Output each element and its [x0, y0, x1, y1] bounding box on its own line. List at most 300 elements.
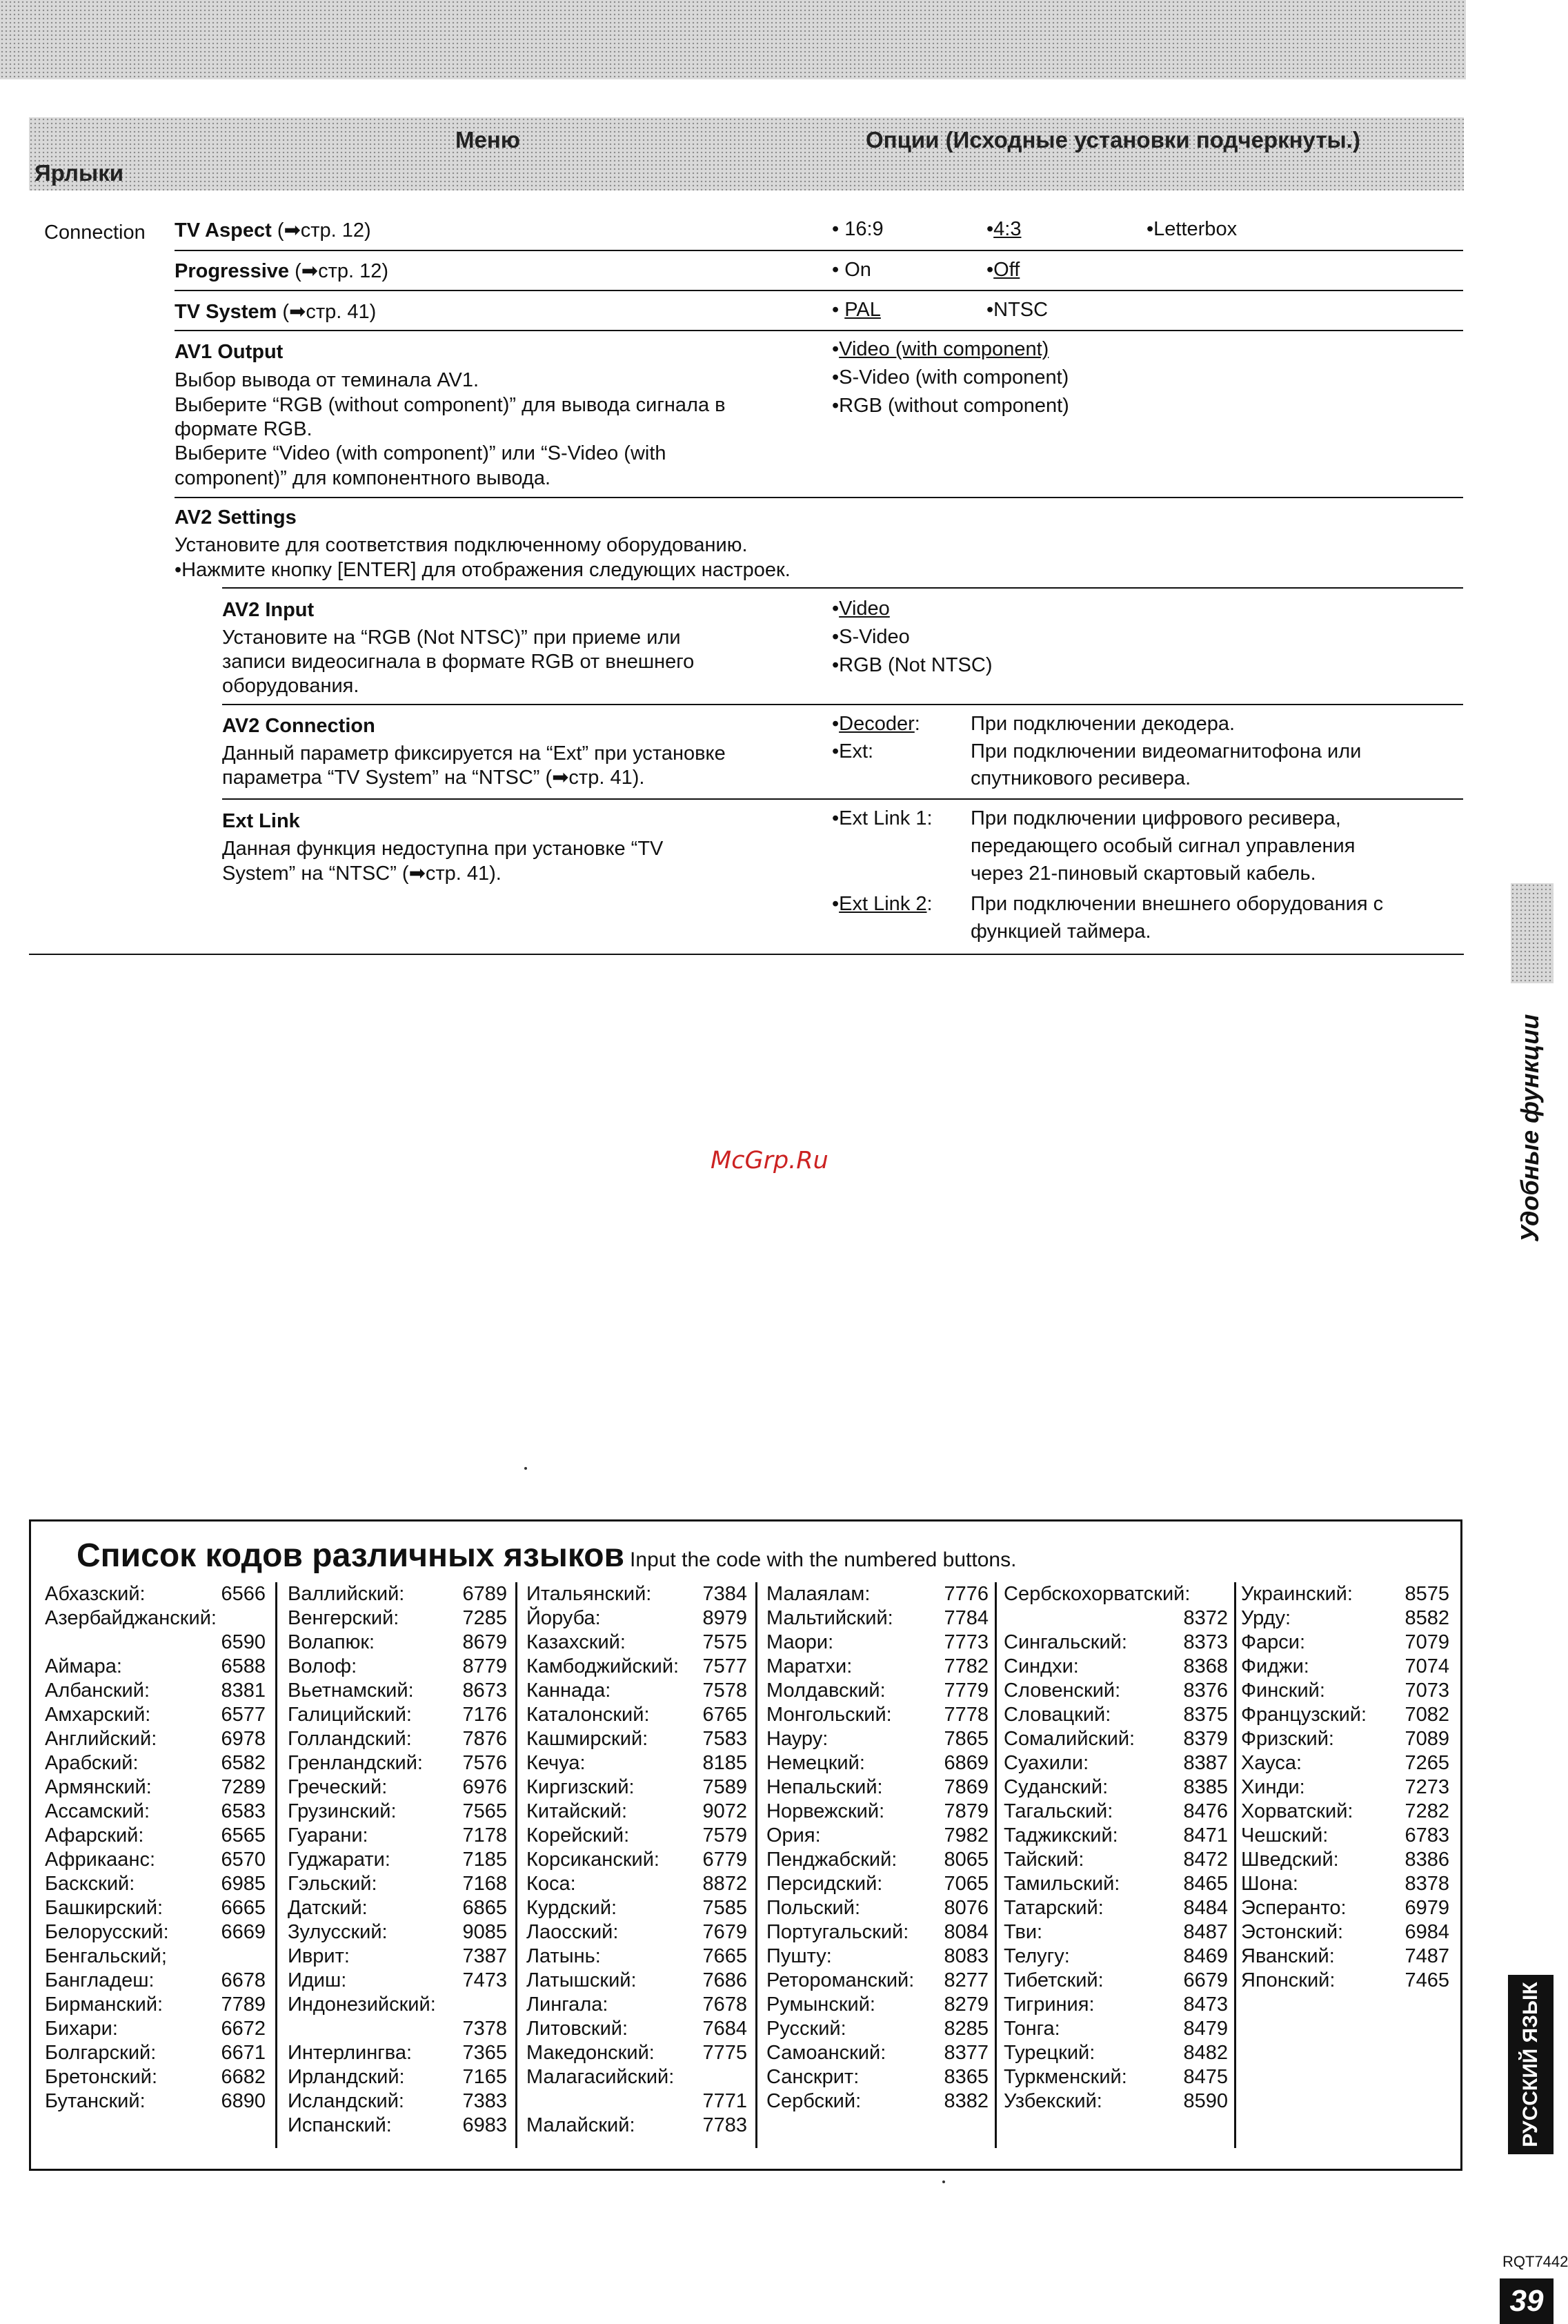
language-code: 8376	[1183, 1680, 1228, 1702]
language-entry	[1004, 1848, 1228, 1872]
language-entry	[288, 1993, 507, 2017]
language-name: Монгольский:	[766, 1704, 892, 1726]
language-code: 7265	[1405, 1752, 1449, 1774]
language-name: Афарский:	[45, 1824, 144, 1847]
tv-aspect-name: TV Aspect	[175, 219, 272, 242]
language-name: Тагальский:	[1004, 1800, 1113, 1822]
language-name: Бирманский:	[45, 1993, 163, 2016]
language-entry	[288, 1969, 507, 1993]
language-code: 8083	[944, 1945, 989, 1967]
language-name: Камбоджийский:	[526, 1655, 679, 1677]
language-code: 7684	[702, 2018, 747, 2040]
language-code: 7784	[944, 1607, 989, 1629]
page-number: 39	[1500, 2278, 1554, 2324]
progressive-ref: (➡стр. 12)	[295, 260, 389, 282]
table-bottom-rule	[29, 954, 1464, 955]
language-entry	[526, 1727, 747, 1751]
progressive-name: Progressive	[175, 260, 290, 282]
language-name: Фиджи:	[1241, 1655, 1309, 1677]
language-code: 8779	[462, 1655, 507, 1677]
language-entry	[1241, 1944, 1449, 1969]
language-code: 7079	[1405, 1631, 1449, 1653]
language-name: Ассамский:	[45, 1800, 150, 1822]
language-name: Интерлингва:	[288, 2042, 413, 2064]
language-name: Суданский:	[1004, 1776, 1109, 1798]
column-divider	[1234, 1582, 1236, 2148]
language-name: Румынский:	[766, 1993, 875, 2016]
language-entry	[288, 1679, 507, 1703]
language-name: Гренландский:	[288, 1752, 423, 1774]
language-entry	[766, 1944, 989, 1969]
language-name: Лингала:	[526, 1993, 608, 2016]
progressive-row	[175, 259, 388, 284]
language-code: 9085	[462, 1921, 507, 1943]
language-entry	[1004, 2089, 1228, 2114]
av2-settings-desc: Установите для соответствия подключенному оборудованию.	[175, 534, 748, 556]
language-entry	[45, 1993, 266, 2017]
av1-output-opt-rgb: •RGB (without component)	[832, 395, 1069, 417]
divider	[222, 704, 1463, 705]
language-entry	[288, 2065, 507, 2089]
av1-output-desc-line: формате RGB.	[175, 418, 312, 440]
language-code: 7168	[462, 1873, 507, 1895]
language-name: Санскрит:	[766, 2066, 860, 2088]
language-name: Кашмирский:	[526, 1728, 648, 1750]
language-name: Сингальский:	[1004, 1631, 1127, 1653]
language-entry	[766, 1631, 989, 1655]
language-code: 6678	[221, 1969, 266, 1991]
progressive-opt-off: •Off	[986, 259, 1020, 281]
av2-connection-desc-line: Данный параметр фиксируется на “Ext” при установке	[222, 742, 726, 765]
language-entry	[766, 2041, 989, 2065]
language-entry	[1004, 2041, 1228, 2065]
language-name: Португальский:	[766, 1921, 909, 1943]
language-name: Эстонский:	[1241, 1921, 1344, 1943]
language-entry	[766, 1824, 989, 1848]
language-name: Голландский:	[288, 1728, 412, 1750]
language-entry	[526, 1655, 747, 1679]
language-name: Чешский:	[1241, 1824, 1329, 1847]
language-code: 6672	[221, 2018, 266, 2040]
language-name: Непальский:	[766, 1776, 883, 1798]
language-name: Тамильский:	[1004, 1873, 1120, 1895]
language-entry	[1241, 1775, 1449, 1800]
language-column	[1004, 1582, 1228, 2114]
language-name: Хауса:	[1241, 1752, 1302, 1774]
language-name: Латынь:	[526, 1945, 601, 1967]
language-name: Бангладеш:	[45, 1969, 155, 1991]
language-code: 6665	[221, 1897, 266, 1919]
av2-settings-note: •Нажмите кнопку [ENTER] для отображения следующих настроек.	[175, 559, 791, 581]
language-name: Хинди:	[1241, 1776, 1305, 1798]
language-entry	[526, 1606, 747, 1631]
side-gray-tab	[1511, 883, 1554, 983]
language-code: 8590	[1183, 2090, 1228, 2112]
language-entry	[1004, 1872, 1228, 1896]
language-entry	[526, 2041, 747, 2065]
av2-input-name: AV2 Input	[222, 599, 315, 621]
language-entry	[45, 1872, 266, 1896]
language-name: Французский:	[1241, 1704, 1367, 1726]
language-code: 7869	[944, 1776, 989, 1798]
language-code: 7876	[462, 1728, 507, 1750]
language-entry	[526, 1631, 747, 1655]
language-entry	[526, 2089, 747, 2114]
language-entry	[288, 1920, 507, 1944]
language-code: 7185	[462, 1849, 507, 1871]
language-name: Малайский:	[526, 2114, 635, 2136]
language-name: Арабский:	[45, 1752, 139, 1774]
language-code: 8084	[944, 1921, 989, 1943]
language-code: 8476	[1183, 1800, 1228, 1822]
language-code: 7679	[702, 1921, 747, 1943]
language-code: 8373	[1183, 1631, 1228, 1653]
language-entry	[1004, 1969, 1228, 1993]
divider	[175, 290, 1463, 291]
language-name: Татарский:	[1004, 1897, 1104, 1919]
language-name: Телугу:	[1004, 1945, 1070, 1967]
divider	[175, 330, 1463, 331]
language-code: 8381	[221, 1680, 266, 1702]
language-code: 6984	[1405, 1921, 1449, 1943]
language-name: Таджикский:	[1004, 1824, 1118, 1847]
language-code: 8472	[1183, 1849, 1228, 1871]
language-entry	[1241, 1679, 1449, 1703]
language-entry	[1004, 1606, 1228, 1631]
language-code: 7665	[702, 1945, 747, 1967]
language-name: Немецкий:	[766, 1752, 865, 1774]
language-code: 8679	[462, 1631, 507, 1653]
language-name: Малаялам:	[766, 1583, 871, 1605]
ext-link-name: Ext Link	[222, 810, 300, 832]
language-name: Казахский:	[526, 1631, 626, 1653]
av1-output-desc-line: Выбор вывода от теминала AV1.	[175, 369, 479, 391]
av2-connection-opt-ext: •Ext:	[832, 740, 874, 762]
language-code: 7865	[944, 1728, 989, 1750]
ext-link-desc-line: Данная функция недоступна при установке “TV	[222, 838, 664, 860]
language-entry	[45, 1582, 266, 1606]
language-entry	[526, 1679, 747, 1703]
column-divider	[995, 1582, 997, 2148]
language-entry	[1241, 1920, 1449, 1944]
language-code: 6682	[221, 2066, 266, 2088]
language-name: Финский:	[1241, 1680, 1325, 1702]
language-code: 7779	[944, 1680, 989, 1702]
language-entry	[45, 2089, 266, 2114]
language-name: Башкирский:	[45, 1897, 163, 1919]
language-code-list	[29, 1519, 1462, 2171]
language-name: Фризский:	[1241, 1728, 1334, 1750]
language-entry	[526, 1582, 747, 1606]
language-entry	[766, 1606, 989, 1631]
language-entry	[766, 1872, 989, 1896]
language-entry	[45, 1824, 266, 1848]
av2-input-opt-video: •Video	[832, 598, 890, 620]
language-code: 6779	[702, 1849, 747, 1871]
av2-input-opt-rgb: •RGB (Not NTSC)	[832, 654, 993, 676]
language-name: Грузинский:	[288, 1800, 397, 1822]
language-entry	[766, 2065, 989, 2089]
divider	[175, 497, 1463, 498]
language-entry	[288, 1944, 507, 1969]
language-name: Турецкий:	[1004, 2042, 1095, 2064]
language-code: 7775	[702, 2042, 747, 2064]
language-name: Узбекский:	[1004, 2090, 1102, 2112]
language-name: Синдхи:	[1004, 1655, 1079, 1677]
language-code: 8387	[1183, 1752, 1228, 1774]
language-code: 6869	[944, 1752, 989, 1774]
language-code: 6588	[221, 1655, 266, 1677]
language-name: Вьетнамский:	[288, 1680, 414, 1702]
language-entry	[288, 1848, 507, 1872]
language-name: Аймара:	[45, 1655, 122, 1677]
language-entry	[1004, 1703, 1228, 1727]
language-code: 7583	[702, 1728, 747, 1750]
language-entry	[1004, 1631, 1228, 1655]
language-name: Японский:	[1241, 1969, 1336, 1991]
language-entry	[1004, 1944, 1228, 1969]
language-code: 7082	[1405, 1704, 1449, 1726]
language-code: 6582	[221, 1752, 266, 1774]
language-code: 6570	[221, 1849, 266, 1871]
language-name: Йоруба:	[526, 1607, 601, 1629]
tv-aspect-opt-16-9: • 16:9	[832, 218, 884, 240]
language-entry	[1004, 1800, 1228, 1824]
side-section-tab: Удобные функции	[1516, 1014, 1544, 1243]
language-code: 6783	[1405, 1824, 1449, 1847]
language-entry	[766, 1969, 989, 1993]
language-list-heading: Список кодов различных языков	[77, 1537, 625, 1574]
language-entry	[45, 1944, 266, 1969]
language-entry	[1004, 1824, 1228, 1848]
ext-link-2-desc: функцией таймера.	[971, 920, 1151, 943]
language-code: 7686	[702, 1969, 747, 1991]
language-code: 7089	[1405, 1728, 1449, 1750]
language-name: Словацкий:	[1004, 1704, 1111, 1726]
av1-output-desc-line: Выберите “RGB (without component)” для вывода сигнала в	[175, 394, 726, 416]
column-divider	[275, 1582, 277, 2148]
language-code: 7782	[944, 1655, 989, 1677]
language-code: 8385	[1183, 1776, 1228, 1798]
tv-aspect-opt-letterbox: •Letterbox	[1147, 218, 1238, 240]
language-name: Науру:	[766, 1728, 828, 1750]
ext-link-1-desc: При подключении цифрового ресивера,	[971, 807, 1341, 829]
language-code: 8469	[1183, 1945, 1228, 1967]
language-entry	[1004, 1582, 1228, 1606]
language-code: 7176	[462, 1704, 507, 1726]
language-code: 6976	[462, 1776, 507, 1798]
language-code: 7589	[702, 1776, 747, 1798]
language-code: 6577	[221, 1704, 266, 1726]
ext-link-1-desc: через 21-пиновый скартовый кабель.	[971, 863, 1316, 885]
language-entry	[1004, 1775, 1228, 1800]
av2-connection-decoder-desc: При подключении декодера.	[971, 713, 1235, 735]
language-entry	[288, 1824, 507, 1848]
language-code: 8185	[702, 1752, 747, 1774]
language-code: 7565	[462, 1800, 507, 1822]
language-name: Курдский:	[526, 1897, 617, 1919]
language-code: 7578	[702, 1680, 747, 1702]
language-code: 8479	[1183, 2018, 1228, 2040]
language-entry	[45, 1679, 266, 1703]
language-name: Каннада:	[526, 1680, 611, 1702]
language-code: 7178	[462, 1824, 507, 1847]
column-divider	[515, 1582, 517, 2148]
language-column	[45, 1582, 266, 2114]
language-code: 8065	[944, 1849, 989, 1871]
watermark: McGrp.Ru	[711, 1147, 828, 1174]
language-entry	[288, 1775, 507, 1800]
language-name: Венгерский:	[288, 1607, 399, 1629]
language-name: Пушту:	[766, 1945, 832, 1967]
language-entry	[766, 2017, 989, 2041]
divider	[175, 250, 1463, 251]
language-entry	[766, 1775, 989, 1800]
language-code: 8386	[1405, 1849, 1449, 1871]
ext-link-1-desc: передающего особый сигнал управления	[971, 835, 1356, 857]
language-name: Мальтийский:	[766, 1607, 893, 1629]
language-code: 8475	[1183, 2066, 1228, 2088]
language-name: Киргизский:	[526, 1776, 635, 1798]
language-entry	[526, 2114, 747, 2138]
language-entry	[45, 2065, 266, 2089]
tv-system-row	[175, 299, 376, 325]
language-code: 7065	[944, 1873, 989, 1895]
language-entry	[288, 1896, 507, 1920]
tv-aspect-ref: (➡стр. 12)	[277, 219, 371, 242]
language-entry	[766, 2089, 989, 2114]
language-name: Шведский:	[1241, 1849, 1339, 1871]
language-name: Малагасийский:	[526, 2066, 675, 2088]
table-header	[29, 117, 1464, 190]
language-entry	[1004, 1920, 1228, 1944]
language-entry	[1241, 1631, 1449, 1655]
language-entry	[288, 1800, 507, 1824]
language-entry	[1004, 1896, 1228, 1920]
language-entry	[1004, 1679, 1228, 1703]
language-name: Греческий:	[288, 1776, 388, 1798]
language-entry	[45, 1800, 266, 1824]
language-name: Волапюк:	[288, 1631, 375, 1653]
av2-connection-opt-decoder: •Decoder:	[832, 713, 920, 735]
language-name: Английский:	[45, 1728, 157, 1750]
language-code: 8279	[944, 1993, 989, 2016]
language-name: Бихари:	[45, 2018, 118, 2040]
language-entry	[288, 2114, 507, 2138]
av2-connection-desc-line: параметра “TV System” на “NTSC” (➡стр. 41).	[222, 767, 645, 789]
ext-link-2-desc: При подключении внешнего оборудования с	[971, 893, 1384, 915]
language-name: Русский:	[766, 2018, 846, 2040]
language-code: 6979	[1405, 1897, 1449, 1919]
av2-input-desc-line: оборудования.	[222, 675, 359, 697]
language-name: Китайский:	[526, 1800, 628, 1822]
language-code: 7473	[462, 1969, 507, 1991]
language-code: 7273	[1405, 1776, 1449, 1798]
language-code: 7982	[944, 1824, 989, 1847]
language-code: 8484	[1183, 1897, 1228, 1919]
language-entry	[45, 1775, 266, 1800]
column-divider	[755, 1582, 757, 2148]
language-entry	[526, 1993, 747, 2017]
print-mark	[942, 2180, 945, 2183]
tv-system-ref: (➡стр. 41)	[282, 301, 377, 323]
language-entry	[1004, 1727, 1228, 1751]
language-entry	[766, 1920, 989, 1944]
language-name: Абхазский:	[45, 1583, 146, 1605]
language-entry	[766, 1993, 989, 2017]
language-code: 6671	[221, 2042, 266, 2064]
language-entry	[526, 1872, 747, 1896]
language-name: Индонезийский:	[288, 1993, 436, 2016]
language-column	[526, 1582, 747, 2138]
language-column	[288, 1582, 507, 2138]
language-entry	[1004, 1655, 1228, 1679]
language-code: 6978	[221, 1728, 266, 1750]
language-entry	[766, 1703, 989, 1727]
menu-column-header: Меню	[455, 127, 520, 152]
language-column	[766, 1582, 989, 2114]
language-entry	[45, 1751, 266, 1775]
language-code: 8378	[1405, 1873, 1449, 1895]
language-name: Болгарский:	[45, 2042, 157, 2064]
language-code: 8979	[702, 1607, 747, 1629]
language-code: 8582	[1405, 1607, 1449, 1629]
language-entry	[766, 1582, 989, 1606]
language-entry	[526, 2017, 747, 2041]
language-name: Молдавский:	[766, 1680, 886, 1702]
language-entry	[1241, 1727, 1449, 1751]
av2-input-desc-line: записи видеосигнала в формате RGB от внешнего	[222, 651, 695, 673]
language-entry	[526, 1824, 747, 1848]
language-code: 7771	[702, 2090, 747, 2112]
language-name: Маори:	[766, 1631, 834, 1653]
language-code: 9072	[702, 1800, 747, 1822]
language-entry	[45, 1606, 266, 1631]
language-entry	[766, 1896, 989, 1920]
language-name: Сербский:	[766, 2090, 862, 2112]
language-name: Шона:	[1241, 1873, 1298, 1895]
language-code: 6789	[462, 1583, 507, 1605]
labels-column-header: Ярлыки	[34, 160, 124, 186]
av2-connection-name: AV2 Connection	[222, 715, 375, 737]
language-name: Суахили:	[1004, 1752, 1089, 1774]
language-name: Баскский:	[45, 1873, 135, 1895]
ext-link-opt-2: •Ext Link 2:	[832, 893, 933, 915]
language-name: Тайский:	[1004, 1849, 1084, 1871]
av1-output-opt-video: •Video (with component)	[832, 338, 1049, 360]
language-name: Бутанский:	[45, 2090, 146, 2112]
language-name: Македонский:	[526, 2042, 655, 2064]
tv-system-name: TV System	[175, 301, 277, 323]
divider	[222, 587, 1463, 589]
document-code: RQT7442	[1502, 2253, 1568, 2270]
language-entry	[526, 1751, 747, 1775]
language-entry	[526, 2065, 747, 2089]
language-name: Яванский:	[1241, 1945, 1335, 1967]
language-code: 8368	[1183, 1655, 1228, 1677]
language-name: Африкаанс:	[45, 1849, 156, 1871]
language-code: 8285	[944, 2018, 989, 2040]
av2-connection-ext-desc: При подключении видеомагнитофона или	[971, 740, 1362, 762]
language-entry	[766, 1800, 989, 1824]
language-name: Тонга:	[1004, 2018, 1060, 2040]
language-code: 7789	[221, 1993, 266, 2016]
progressive-opt-on: • On	[832, 259, 871, 281]
language-name: Корсиканский:	[526, 1849, 659, 1871]
language-code: 7783	[702, 2114, 747, 2136]
language-code: 8365	[944, 2066, 989, 2088]
language-code: 7383	[462, 2090, 507, 2112]
